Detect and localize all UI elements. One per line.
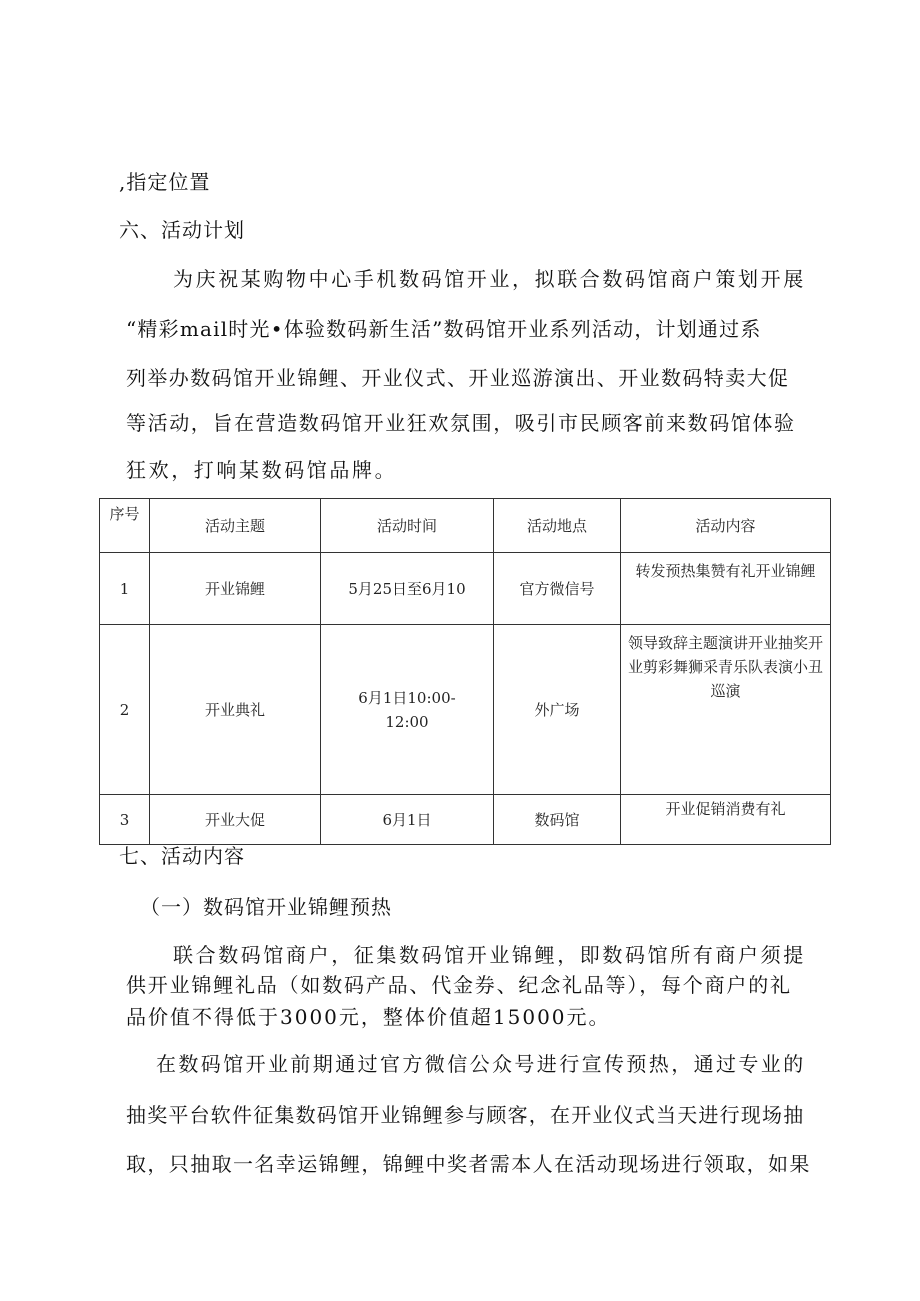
activity-plan-table bbox=[99, 498, 831, 845]
cell-content: 转发预热集赞有礼开业锦鲤 bbox=[621, 553, 831, 625]
cell-time: 6月1日 bbox=[321, 795, 494, 845]
intro-line-1: 为庆祝某购物中心手机数码馆开业，拟联合数码馆商户策划开展 bbox=[173, 267, 806, 291]
header-cell-place: 活动地点 bbox=[494, 499, 621, 553]
intro-line-4: 等活动，旨在营造数码馆开业狂欢氛围，吸引市民顾客前来数码馆体验 bbox=[126, 411, 796, 435]
cell-place: 外广场 bbox=[494, 625, 621, 795]
subheading-koi-preheat: （一）数码馆开业锦鲤预热 bbox=[140, 895, 392, 919]
cell-theme: 开业锦鲤 bbox=[150, 553, 321, 625]
para2-line-2: 供开业锦鲤礼品（如数码产品、代金券、纪念礼品等），每个商户的礼 bbox=[126, 973, 792, 997]
cell-no: 1 bbox=[100, 553, 150, 625]
para3-line-3: 取，只抽取一名幸运锦鲤，锦鲤中奖者需本人在活动现场进行领取，如果 bbox=[126, 1152, 811, 1176]
table-header-row bbox=[100, 499, 831, 553]
intro-line-5: 狂欢，打响某数码馆品牌。 bbox=[126, 458, 398, 482]
header-cell-theme: 活动主题 bbox=[150, 499, 321, 553]
table-row bbox=[100, 625, 831, 795]
cell-place: 数码馆 bbox=[494, 795, 621, 845]
cell-no: 2 bbox=[100, 625, 150, 795]
header-cell-seq: 序号 bbox=[100, 499, 150, 553]
cell-no: 3 bbox=[100, 795, 150, 845]
table-row bbox=[100, 553, 831, 625]
cell-content: 领导致辞主题演讲开业抽奖开业剪彩舞狮采青乐队表演小丑巡演 bbox=[621, 625, 831, 795]
text-line-top: ,指定位置 bbox=[119, 170, 211, 194]
cell-time: 5月25日至6月10 bbox=[321, 553, 494, 625]
para2-line-1: 联合数码馆商户，征集数码馆开业锦鲤，即数码馆所有商户须提 bbox=[173, 943, 806, 967]
para3-line-1: 在数码馆开业前期通过官方微信公众号进行宣传预热，通过专业的 bbox=[156, 1052, 806, 1076]
para3-line-2: 抽奖平台软件征集数码馆开业锦鲤参与顾客，在开业仪式当天进行现场抽 bbox=[126, 1103, 805, 1127]
intro-line-3: 列举办数码馆开业锦鲤、开业仪式、开业巡游演出、开业数码特卖大促 bbox=[126, 366, 790, 390]
heading-activity-plan: 六、活动计划 bbox=[119, 218, 245, 242]
cell-theme: 开业典礼 bbox=[150, 625, 321, 795]
header-cell-content: 活动内容 bbox=[621, 499, 831, 553]
intro-line-2: “精彩mail时光•体验数码新生活”数码馆开业系列活动，计划通过系 bbox=[126, 317, 762, 341]
para2-line-3: 品价值不得低于3000元，整体价值超15000元。 bbox=[126, 1005, 611, 1029]
cell-theme: 开业大促 bbox=[150, 795, 321, 845]
cell-content: 开业促销消费有礼 bbox=[621, 795, 831, 845]
table-row bbox=[100, 795, 831, 845]
cell-place: 官方微信号 bbox=[494, 553, 621, 625]
cell-time: 6月1日10:00-12:00 bbox=[321, 625, 494, 795]
header-cell-time: 活动时间 bbox=[321, 499, 494, 553]
heading-activity-content: 七、活动内容 bbox=[119, 844, 245, 868]
